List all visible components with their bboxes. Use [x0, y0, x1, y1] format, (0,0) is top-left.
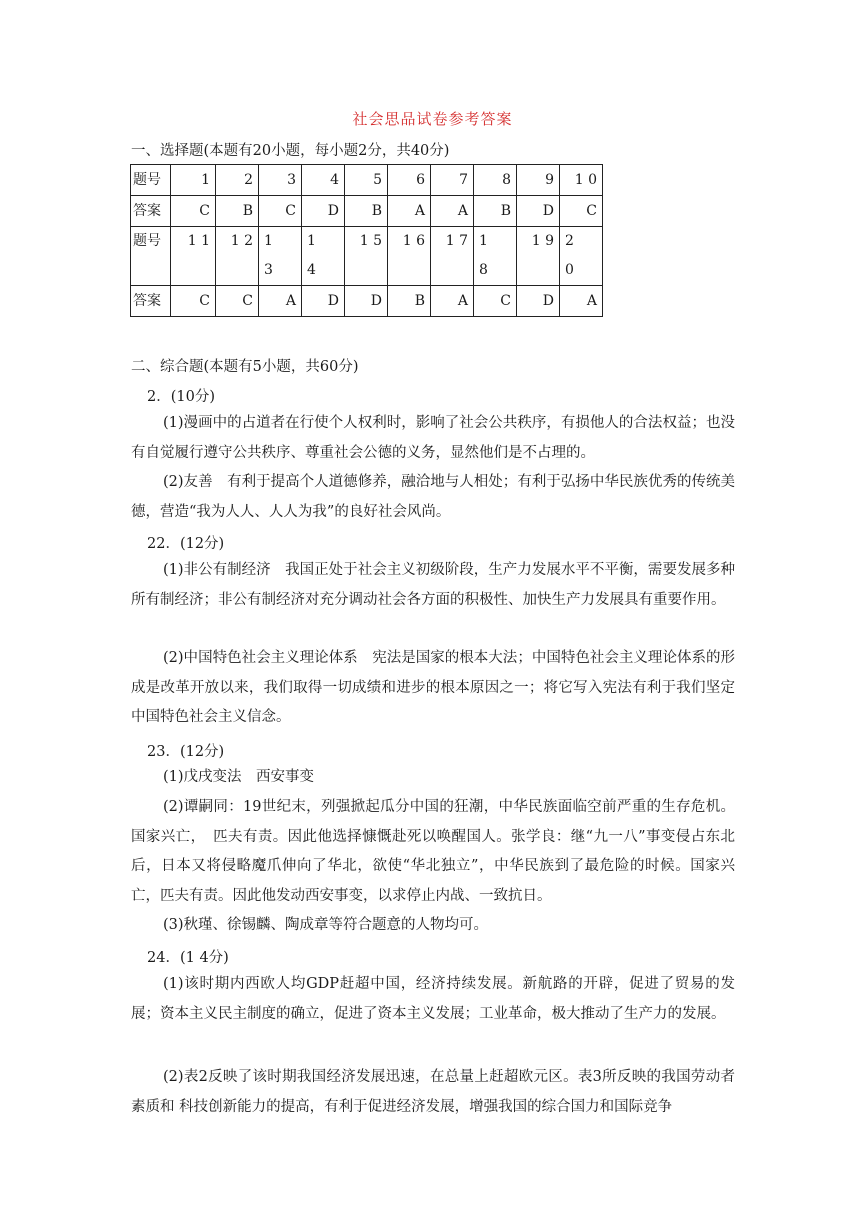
table-cell: B — [345, 196, 388, 227]
row-label: 答案 — [131, 286, 171, 317]
table-cell: C — [560, 196, 603, 227]
question-24-part-1: (1)该时期内西欧人均GDP赶超中国，经济持续发展。新航路的开辟，促进了贸易的发展；资本主义民主制度的确立，促进了资本主义发展；工业革命，极大推动了生产力的发展。 — [131, 976, 735, 1022]
table-row — [131, 196, 603, 227]
question-24-part-2: (2)表2反映了该时期我国经济发展迅速，在总量上赶超欧元区。表3所反映的我国劳动者素质和 科技创新能力的提高，有利于促进经济发展，增强我国的综合国力和国际竞争 — [131, 1069, 735, 1115]
table-cell: C — [171, 196, 216, 227]
table-cell: D — [302, 196, 345, 227]
question-21-label: 2．(10分) — [147, 389, 215, 405]
table-cell: 1 8 — [474, 227, 517, 286]
table-cell: C — [171, 286, 216, 317]
question-22-label: 22．(12分) — [147, 536, 225, 552]
table-cell: 1 4 — [302, 227, 345, 286]
table-cell: 2 — [216, 165, 259, 196]
table-cell: A — [431, 196, 474, 227]
table-cell: C — [259, 196, 302, 227]
row-label: 答案 — [131, 196, 171, 227]
table-cell: 6 — [388, 165, 431, 196]
table-cell: C — [216, 286, 259, 317]
table-cell: B — [388, 286, 431, 317]
question-21-part-1: (1)漫画中的占道者在行使个人权利时，影响了社会公共秩序，有损他人的合法权益；也没有自觉履行遵守公共秩序、尊重社会公德的义务，显然他们是不占理的。 — [131, 415, 735, 461]
table-row — [131, 165, 603, 196]
table-cell: 3 — [259, 165, 302, 196]
table-cell: 1 6 — [388, 227, 431, 286]
table-cell: 1 1 — [171, 227, 216, 286]
question-23-part-3: (3)秋瑾、徐锡麟、陶成章等符合题意的人物均可。 — [163, 917, 489, 933]
table-cell: 7 — [431, 165, 474, 196]
table-cell: 1 3 — [259, 227, 302, 286]
row-label: 题号 — [131, 165, 171, 196]
table-cell: C — [474, 286, 517, 317]
question-21-part-2: (2)友善 有利于提高个人道德修养，融洽地与人相处；有利于弘扬中华民族优秀的传统美德，营造“我为人人、人人为我”的良好社会风尚。 — [131, 474, 735, 520]
answer-table — [130, 164, 603, 317]
table-cell: D — [517, 286, 560, 317]
table-cell: 5 — [345, 165, 388, 196]
table-row — [131, 227, 603, 286]
row-label: 题号 — [131, 227, 171, 286]
section1-heading: 一、选择题(本题有20小题，每小题2分，共40分) — [131, 143, 450, 159]
table-row — [131, 286, 603, 317]
table-cell: 9 — [517, 165, 560, 196]
table-cell: 1 0 — [560, 165, 603, 196]
table-cell: 1 — [171, 165, 216, 196]
table-cell: B — [216, 196, 259, 227]
table-cell: B — [474, 196, 517, 227]
table-cell: 1 2 — [216, 227, 259, 286]
question-23-part-2: (2)谭嗣同：19世纪末，列强掀起瓜分中国的狂潮，中华民族面临空前严重的生存危机。国家兴亡， 匹夫有责。因此他选择慷慨赴死以唤醒国人。张学良：继“九一八”事变侵占东北后，日本又将侵略魔爪伸向了华北，欲使“华北独立”，中华民族到了最危险的时候。国家兴亡，匹夫有责。因此他发动西安事变，以求停止内战、一致抗日。 — [131, 799, 735, 904]
question-23-label: 23．(12分) — [147, 744, 225, 760]
table-cell: A — [431, 286, 474, 317]
table-cell: A — [388, 196, 431, 227]
table-cell: A — [560, 286, 603, 317]
question-23-part-1: (1)戊戌变法 西安事变 — [163, 769, 315, 785]
table-cell: D — [302, 286, 345, 317]
table-cell: 2 0 — [560, 227, 603, 286]
table-cell: 1 7 — [431, 227, 474, 286]
question-24-label: 24．(1 4分) — [147, 950, 229, 966]
table-cell: 1 5 — [345, 227, 388, 286]
question-22-part-1: (1)非公有制经济 我国正处于社会主义初级阶段，生产力发展水平不平衡，需要发展多种所有制经济；非公有制经济对充分调动社会各方面的积极性、加快生产力发展具有重要作用。 — [131, 562, 735, 608]
table-cell: D — [345, 286, 388, 317]
table-cell: 4 — [302, 165, 345, 196]
table-cell: 1 9 — [517, 227, 560, 286]
table-cell: A — [259, 286, 302, 317]
table-cell: D — [517, 196, 560, 227]
table-cell: 8 — [474, 165, 517, 196]
section2-heading: 二、综合题(本题有5小题，共60分) — [131, 359, 359, 375]
question-22-part-2: (2)中国特色社会主义理论体系 宪法是国家的根本大法；中国特色社会主义理论体系的形成是改革开放以来，我们取得一切成绩和进步的根本原因之一；将它写入宪法有利于我们坚定中国特色社会主义信念。 — [131, 650, 735, 725]
page-title: 社会思品试卷参考答案 — [352, 110, 513, 128]
